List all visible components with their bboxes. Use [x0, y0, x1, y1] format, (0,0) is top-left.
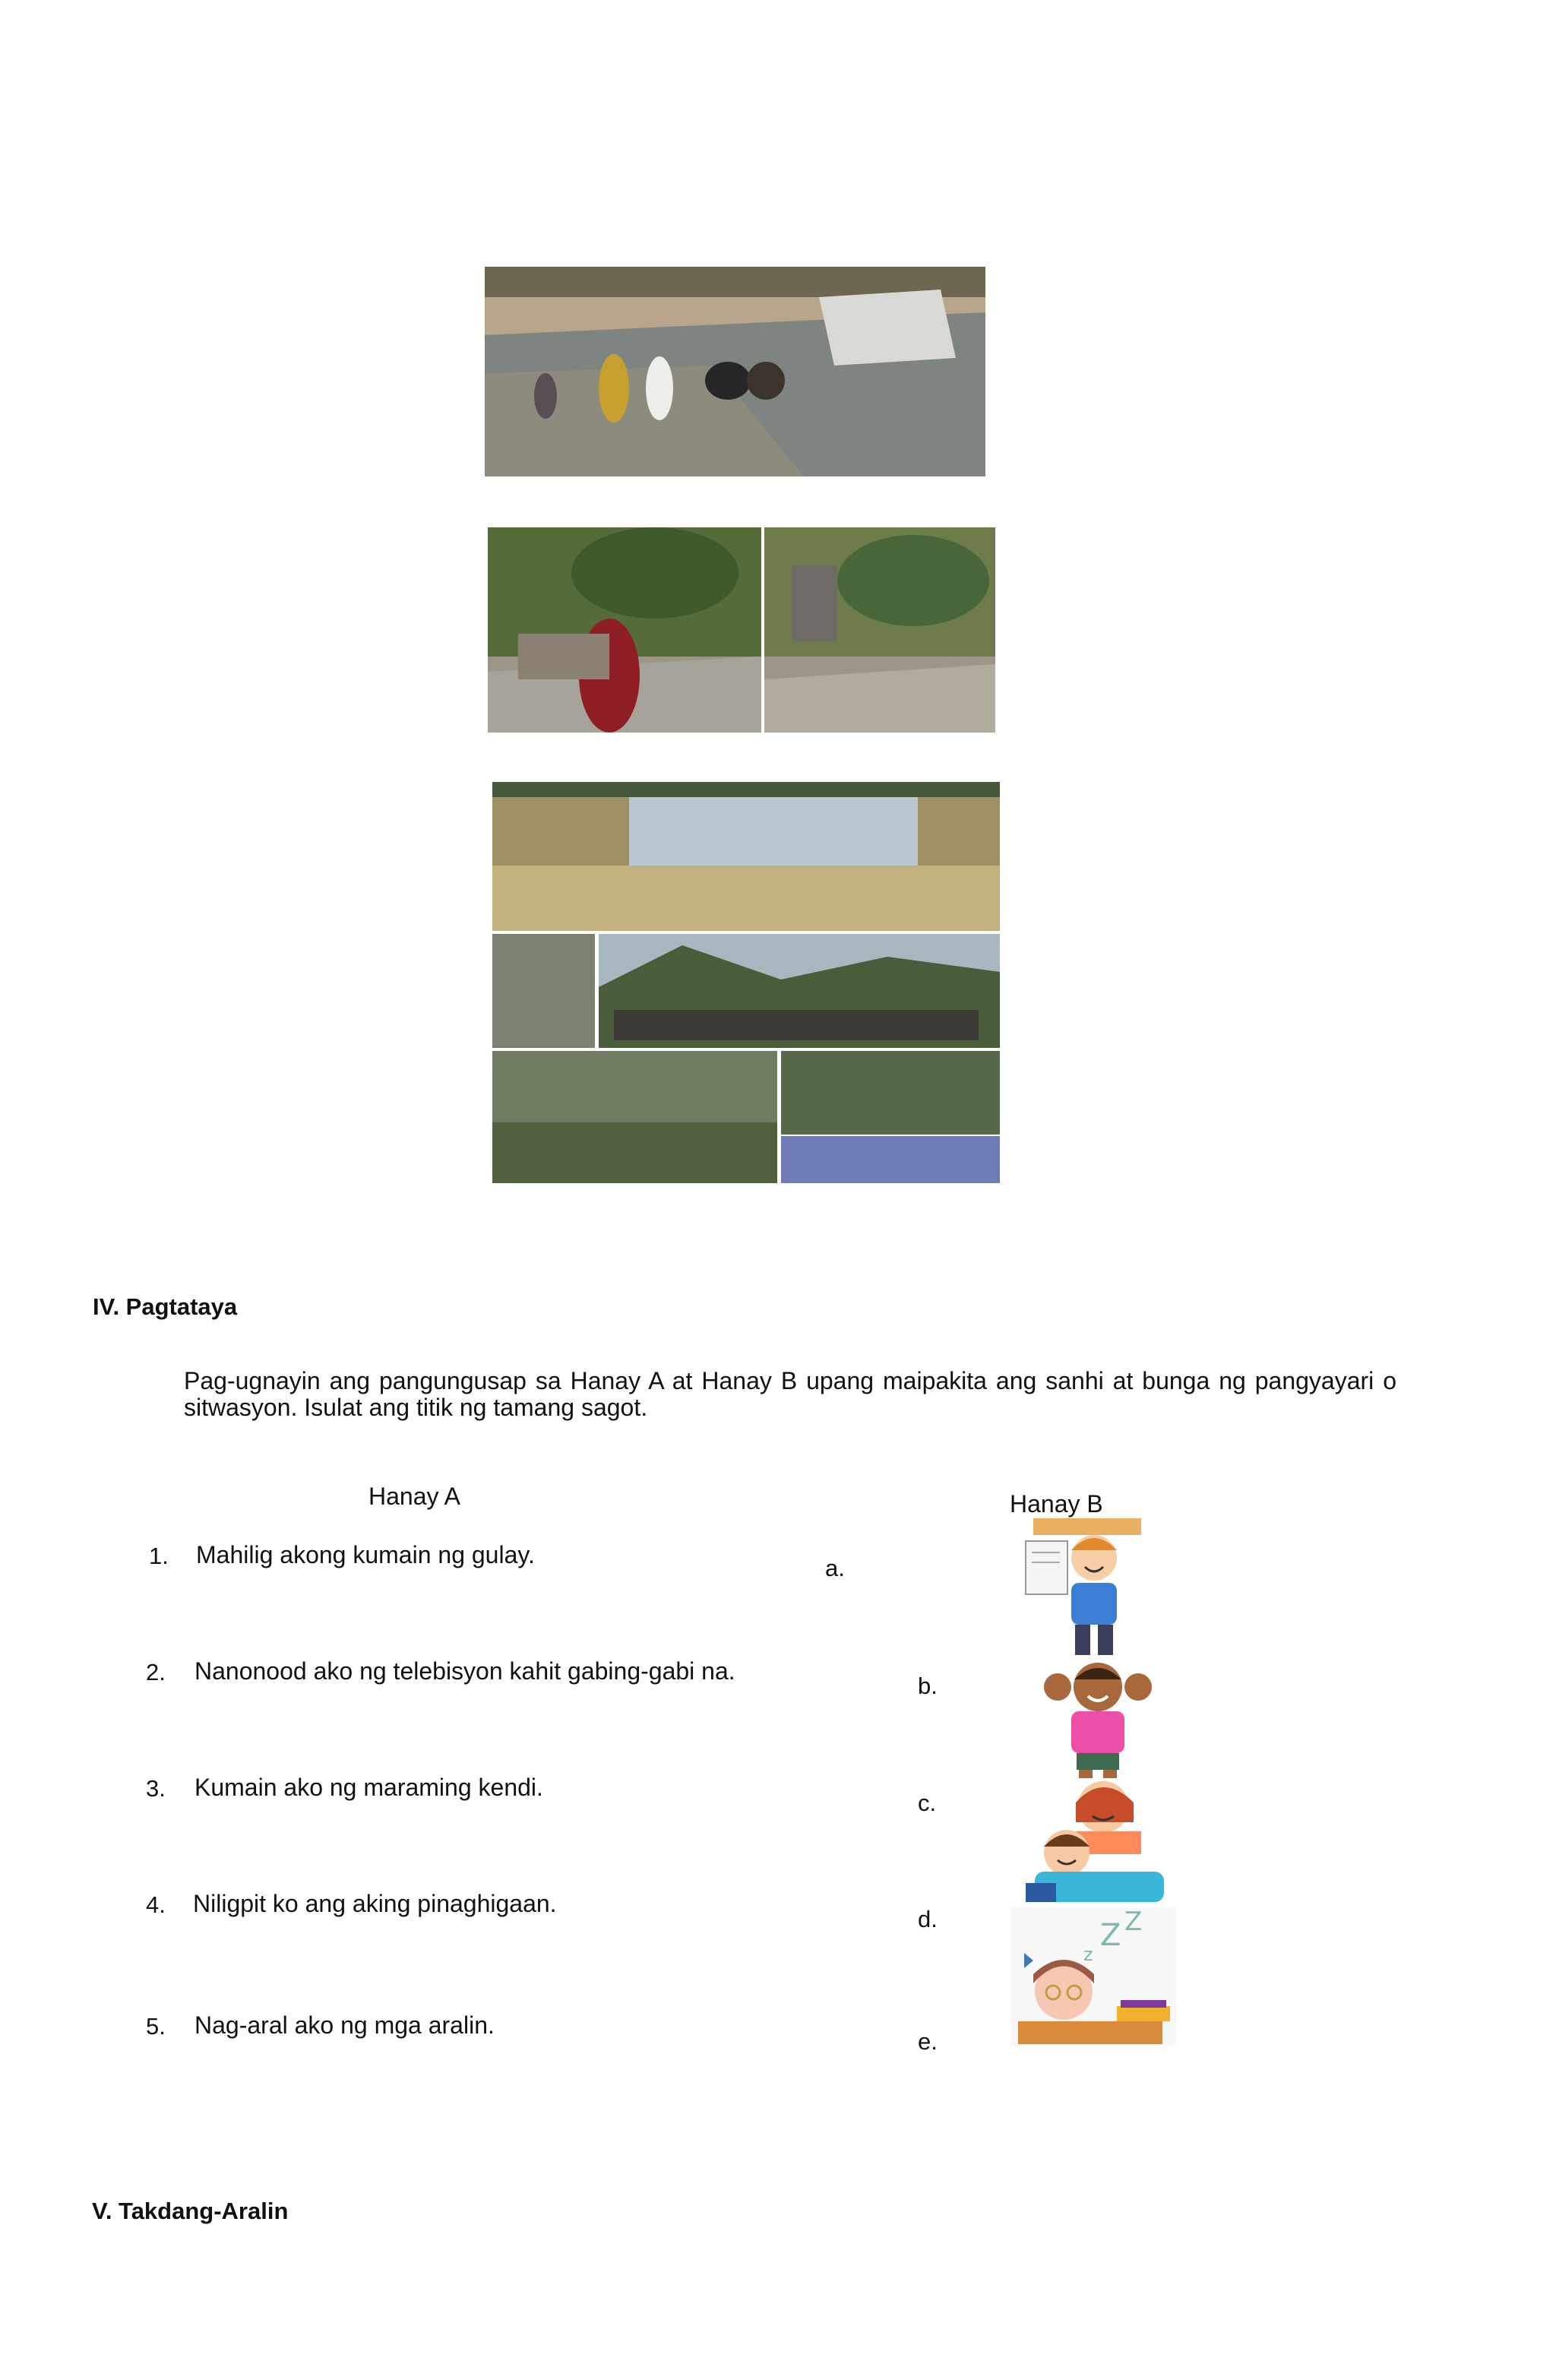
column-b-header: Hanay B: [1010, 1490, 1103, 1518]
landslide-road-photo: [488, 527, 995, 733]
choice-letter: a.: [825, 1555, 845, 1581]
sleepy-girl-studying-icon: [1010, 1907, 1176, 2046]
svg-text:Z: Z: [1124, 1907, 1143, 1937]
choice-letter: c.: [918, 1790, 937, 1816]
waterfall-collage-photo: [492, 782, 1000, 1183]
item-number: 4.: [146, 1891, 166, 1918]
svg-text:Z: Z: [1100, 1918, 1121, 1953]
column-a-item: Nag-aral ako ng mga aralin.: [194, 2011, 495, 2039]
happy-mother-child-icon: [1020, 1777, 1169, 1906]
item-number: 5.: [146, 2013, 166, 2040]
column-a-item: Kumain ako ng maraming kendi.: [194, 1774, 543, 1801]
section-iv-title: IV. Pagtataya: [93, 1293, 238, 1320]
item-number: 3.: [146, 1775, 166, 1802]
item-number: 1.: [149, 1543, 169, 1569]
column-a-item: Nanonood ako ng telebisyon kahit gabing-gabi na.: [194, 1657, 735, 1685]
column-a-header: Hanay A: [368, 1483, 460, 1510]
choice-letter: d.: [918, 1906, 938, 1932]
river-dam-photo: [485, 267, 985, 476]
boy-with-test-paper-icon: [1018, 1518, 1141, 1657]
choice-letter: b.: [918, 1673, 938, 1699]
svg-text:z: z: [1083, 1944, 1093, 1965]
column-a-item: Mahilig akong kumain ng gulay.: [196, 1541, 535, 1568]
item-number: 2.: [146, 1659, 166, 1685]
strong-kid-icon: [1035, 1657, 1161, 1778]
section-v-title: V. Takdang-Aralin: [92, 2198, 289, 2224]
choice-letter: e.: [918, 2028, 938, 2055]
instructions-paragraph: Pag-ugnayin ang pangungusap sa Hanay A at Hanay B upang maipakita ang sanhi at bunga ng pangyayari o sitwasyon. Isulat ang titik ng tamang sagot.: [184, 1367, 1396, 1421]
column-a-item: Niligpit ko ang aking pinaghigaan.: [193, 1890, 557, 1917]
